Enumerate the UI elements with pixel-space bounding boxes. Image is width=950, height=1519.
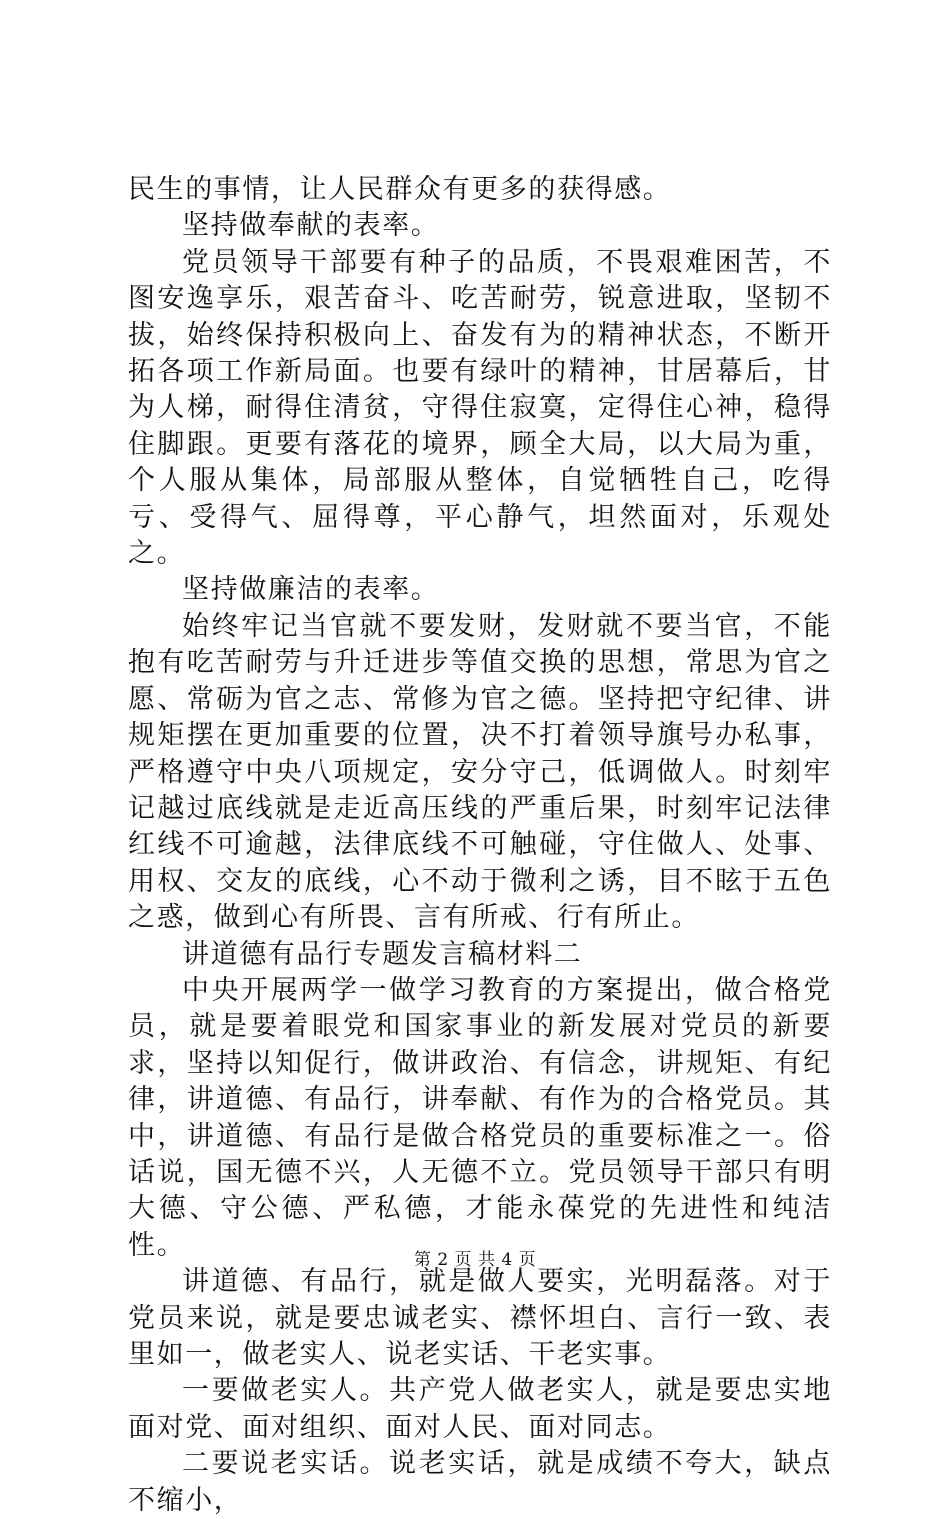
paragraph-2-heading: 坚持做奉献的表率。 [182,210,440,242]
paragraph-10: 二要说老实话。说老实话，就是成绩不夸大，缺点不缩小， [128,1448,832,1516]
paragraph-7: 中央开展两学一做学习教育的方案提出，做合格党员，就是要着眼党和国家事业的新发展对党员的新要求，坚持以知促行，做讲政治、有信念，讲规矩、有纪律，讲道德、有品行，讲奉献、有作为的合格党员。其中，讲道德、有品行是做合格党员的重要标准之一。俗话说，国无德不兴，人无德不立。党员领导干部只有明大德、守公德、严私德，才能永葆党的先进性和纯洁性。 [128,974,832,1261]
page-footer [0,1245,950,1270]
page-number-label: 第 2 页 共 4 页 [413,1250,537,1270]
paragraph-8: 讲道德、有品行，就是做人要实，光明磊落。对于党员来说，就是要忠诚老实、襟怀坦白、言行一致、表里如一，做老实人、说老实话、干老实事。 [128,1266,832,1370]
paragraph-1: 民生的事情，让人民群众有更多的获得感。 [128,174,672,205]
document-body [128,172,832,1519]
paragraph-6-title: 讲道德有品行专题发言稿材料二 [182,938,583,970]
paragraph-3: 党员领导干部要有种子的品质，不畏艰难困苦，不图安逸享乐，艰苦奋斗、吃苦耐劳，锐意进取，坚韧不拔，始终保持积极向上、奋发有为的精神状态，不断开拓各项工作新局面。也要有绿叶的精神，甘居幕后，甘为人梯，耐得住清贫，守得住寂寞，定得住心神，稳得住脚跟。更要有落花的境界，顾全大局，以大局为重，个人服从集体，局部服从整体，自觉牺牲自己，吃得亏、受得气、屈得尊，平心静气，坦然面对，乐观处之。 [128,246,832,570]
paragraph-4-heading: 坚持做廉洁的表率。 [182,574,440,606]
paragraph-9: 一要做老实人。共产党人做老实人，就是要忠实地面对党、面对组织、面对人民、面对同志。 [128,1375,832,1443]
paragraph-5: 始终牢记当官就不要发财，发财就不要当官，不能抱有吃苦耐劳与升迁进步等值交换的思想，常思为官之愿、常砺为官之志、常修为官之德。坚持把守纪律、讲规矩摆在更加重要的位置，决不打着领导旗号办私事，严格遵守中央八项规定，安分守己，低调做人。时刻牢记越过底线就是走近高压线的严重后果，时刻牢记法律红线不可逾越，法律底线不可触碰，守住做人、处事、用权、交友的底线，心不动于微利之诱，目不眩于五色之惑，做到心有所畏、言有所戒、行有所止。 [128,610,832,934]
